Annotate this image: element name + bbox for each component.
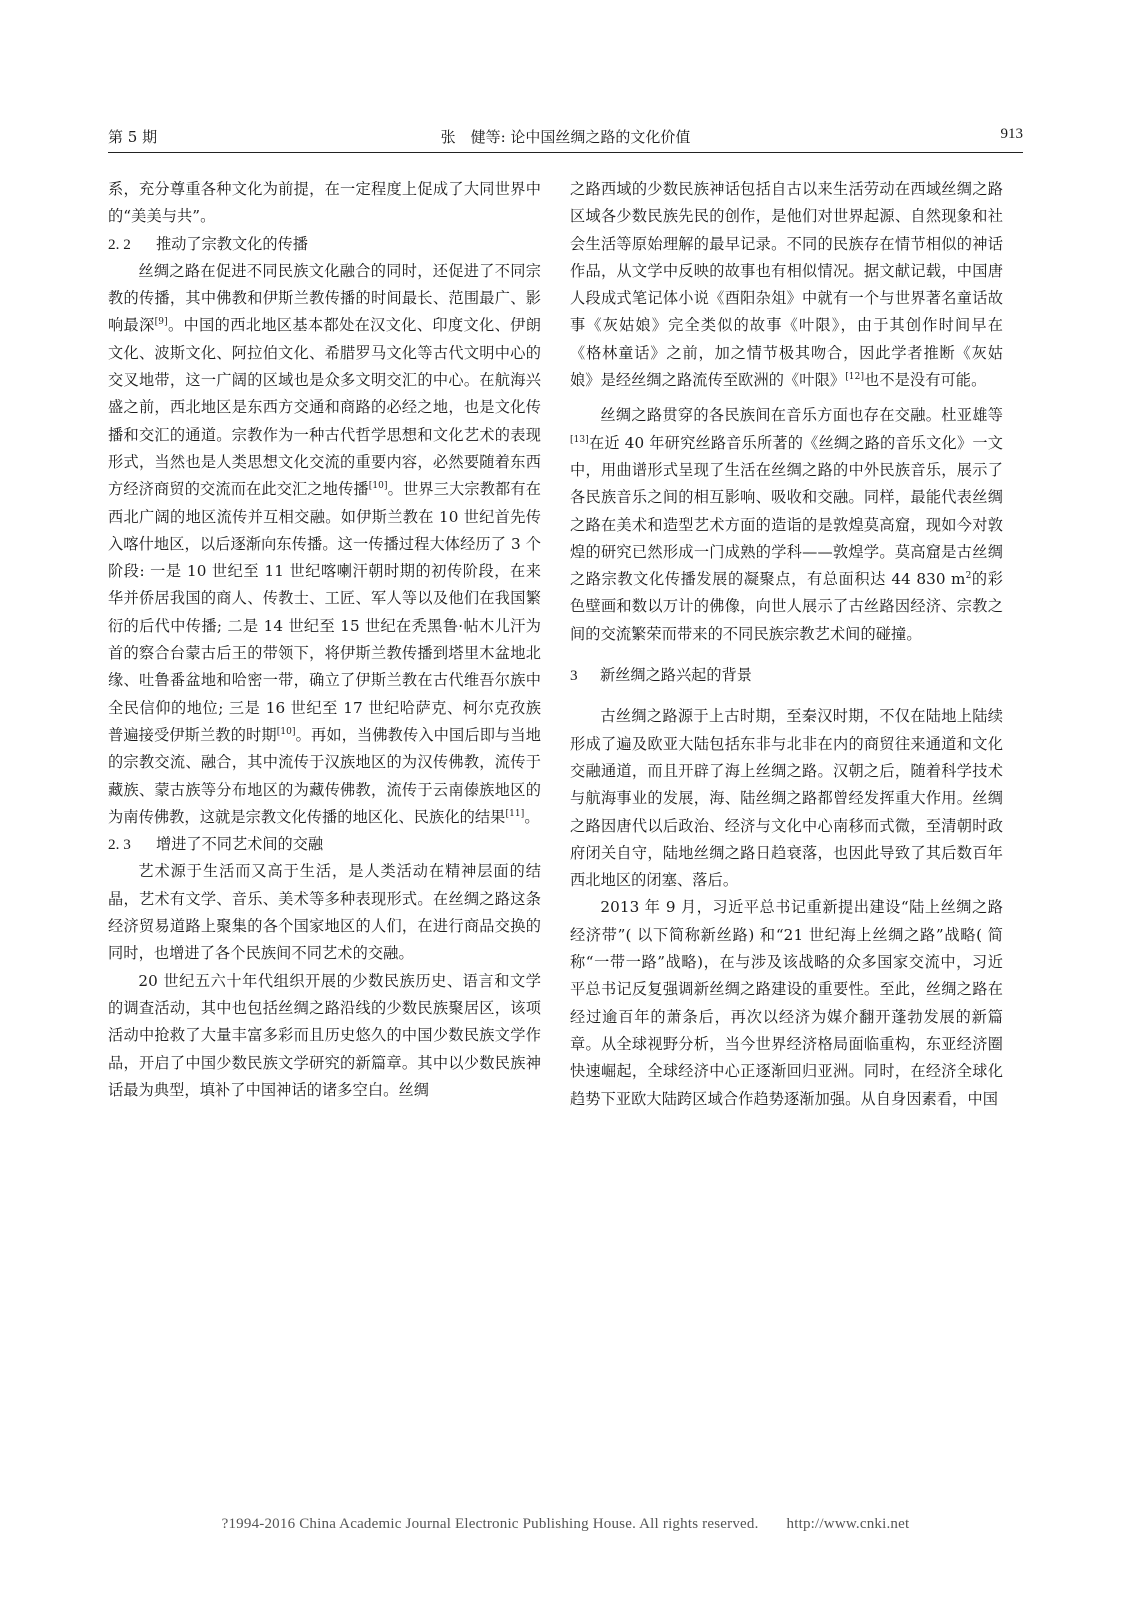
section-number: 3 [570, 667, 578, 685]
paragraph: 20 世纪五六十年代组织开展的少数民族历史、语言和文学的调查活动，其中也包括丝绸之路沿线的少数民族聚居区，该项活动中抢救了大量丰富多彩而且历史悠久的中国少数民族文学作品，开启了中国少数民族文学研究的新篇章。其中以少数民族神话最为典型，填补了中国神话的诸多空白。丝绸 [108, 971, 541, 1099]
footer-url: http://www.cnki.net [786, 1516, 910, 1532]
section-heading-3 [570, 662, 1003, 689]
citation-ref: [13] [570, 434, 589, 445]
section-title: 推动了宗教文化的传播 [156, 234, 308, 253]
section-heading-2-3 [108, 831, 541, 858]
citation-ref: [9] [154, 317, 168, 328]
left-column [108, 176, 541, 1104]
text-run: 之路西域的少数民族神话包括自古以来生活劳动在西域丝绸之路区域各少数民族先民的创作，是他们对世界起源、自然现象和社会生活等原始理解的最早记录。不同的民族存在情节相似的神话作品，从文学中反映的故事也有相似情况。据文献记载，中国唐人段成式笔记体小说《酉阳杂俎》中就有一个与世界著名童话故事《灰姑娘》完全类似的故事《叶限》，由于其创作时间早在《格林童话》之前，加之情节极其吻合，因此学者推断《灰姑娘》是经丝绸之路流传至欧洲的《叶限》 [570, 180, 1003, 390]
page-number: 913 [1000, 126, 1023, 142]
paragraph: 系，充分尊重各种文化为前提，在一定程度上促成了大同世界中的“美美与共”。 [108, 180, 541, 226]
text-run: 。再如，当佛教传入中国后即与当地的宗教交流、融合，其中流传于汉族地区的为汉传佛教，流传于藏族、蒙古族等分布地区的为藏传佛教，流传于云南傣族地区的为南传佛教，这就是宗教文化传播的地区化、民族化的结果 [108, 725, 541, 826]
text-run: 。中国的西北地区基本都处在汉文化、印度文化、伊朗文化、波斯文化、阿拉伯文化、希腊罗马文化等古代文明中心的交叉地带，这一广阔的区域也是众多文明交汇的中心。在航海兴盛之前，西北地区是东西方交通和商路的必经之地，也是文化传播和交汇的通道。宗教作为一种古代哲学思想和文化艺术的表现形式，当然也是人类思想文化交流的重要内容，必然要随着东西方经济商贸的交流而在此交汇之地传播 [108, 316, 541, 499]
text-run: 。 [524, 807, 540, 826]
text-run: 在近 40 年研究丝路音乐所著的《丝绸之路的音乐文化》一文中，用曲谱形式呈现了生活在丝绸之路的中外民族音乐，展示了各民族音乐之间的相互影响、吸收和交融。同样，最能代表丝绸之路在美术和造型艺术方面的造诣的是敦煌莫高窟，现如今对敦煌的研究已然形成一门成熟的学科——敦煌学。莫高窟是古丝绸之路宗教文化传播发展的凝聚点，有总面积达 44 830 m [570, 433, 1003, 589]
paragraph: 2013 年 9 月，习近平总书记重新提出建设“陆上丝绸之路经济带”( 以下简称新丝路) 和“21 世纪海上丝绸之路”战略( 简称“一带一路”战略)，在与涉及该战略的众多国家交流中，习近平总书记反复强调新丝绸之路建设的重要性。至此，丝绸之路在经过逾百年的萧条后，再次以经济为媒介翻开蓬勃发展的新篇章。从全球视野分析，当今世界经济格局面临重构，东亚经济圈快速崛起，全球经济中心正逐渐回归亚洲。同时，在经济全球化趋势下亚欧大陆跨区域合作趋势逐渐加强。从自身因素看，中国 [570, 898, 1003, 1108]
paragraph [570, 402, 1003, 648]
citation-ref: [11] [505, 808, 525, 819]
copyright-footer [0, 1516, 1131, 1533]
paragraph [108, 258, 541, 831]
paragraph: 古丝绸之路源于上古时期，至秦汉时期，不仅在陆地上陆续形成了遍及欧亚大陆包括东非与北非在内的商贸往来通道和文化交融通道，而且开辟了海上丝绸之路。汉朝之后，随着科学技术与航海事业的发展，海、陆丝绸之路都曾经发挥重大作用。丝绸之路因唐代以后政治、经济与文化中心南移而式微，至清朝时政府闭关自守，陆地丝绸之路日趋衰落，也因此导致了其后数百年西北地区的闭塞、落后。 [570, 707, 1003, 890]
section-number: 2. 2 [108, 235, 131, 253]
paragraph: 艺术源于生活而又高于生活，是人类活动在精神层面的结晶，艺术有文学、音乐、美术等多种表现形式。在丝绸之路这条经济贸易道路上聚集的各个国家地区的人们，在进行商品交换的同时，也增进了各个民族间不同艺术的交融。 [108, 862, 541, 963]
superscript: 2 [965, 571, 972, 582]
citation-ref: [10] [368, 481, 388, 492]
citation-ref: [10] [276, 726, 296, 737]
text-run: 。世界三大宗教都有在西北广阔的地区流传并互相交融。如伊斯兰教在 10 世纪首先传入喀什地区，以后逐渐向东传播。这一传播过程大体经历了 3 个阶段: 一是 10 世纪至 11 世纪喀喇汗朝时期的初传阶段，在来华并侨居我国的商人、传教士、工匠、军人等以及他们在我国繁衍的后代中传播; 二是 14 世纪至 15 世纪在秃黑鲁·帖木儿汗为首的察合台蒙古后王的带领下，将伊斯兰教传播到塔里木盆地北缘、吐鲁番盆地和哈密一带，确立了伊斯兰教在古代维吾尔族中全民信仰的地位; 三是 16 世纪至 17 世纪哈萨克、柯尔克孜族普遍接受伊斯兰教的时期 [108, 480, 542, 744]
section-number: 2. 3 [108, 836, 131, 854]
text-run: 丝绸之路贯穿的各民族间在音乐方面也存在交融。杜亚雄等 [600, 406, 1003, 425]
citation-ref: [12] [845, 372, 865, 383]
right-column [570, 176, 1003, 1113]
section-heading-2-2 [108, 231, 541, 258]
section-title: 增进了不同艺术间的交融 [156, 835, 324, 854]
running-title: 张 健等: 论中国丝绸之路的文化价值 [440, 128, 691, 146]
copyright-text: ?1994-2016 China Academic Journal Electronic Publishing House. All rights reserved. [221, 1516, 759, 1532]
section-title: 新丝绸之路兴起的背景 [600, 666, 752, 685]
text-run: 丝绸之路在促进不同民族文化融合的同时，还促进了不同宗教的传播，其中佛教和伊斯兰教传播的时间最长、范围最广、影响最深 [108, 261, 541, 335]
running-header [108, 120, 1023, 153]
text-run: 的彩色壁画和数以万计的佛像，向世人展示了古丝路因经济、宗教之间的交流繁荣而带来的不同民族宗教艺术间的碰撞。 [570, 570, 1004, 643]
text-run: 也不是没有可能。 [864, 371, 987, 390]
paragraph [570, 176, 1003, 394]
issue-label: 第 5 期 [108, 128, 158, 146]
